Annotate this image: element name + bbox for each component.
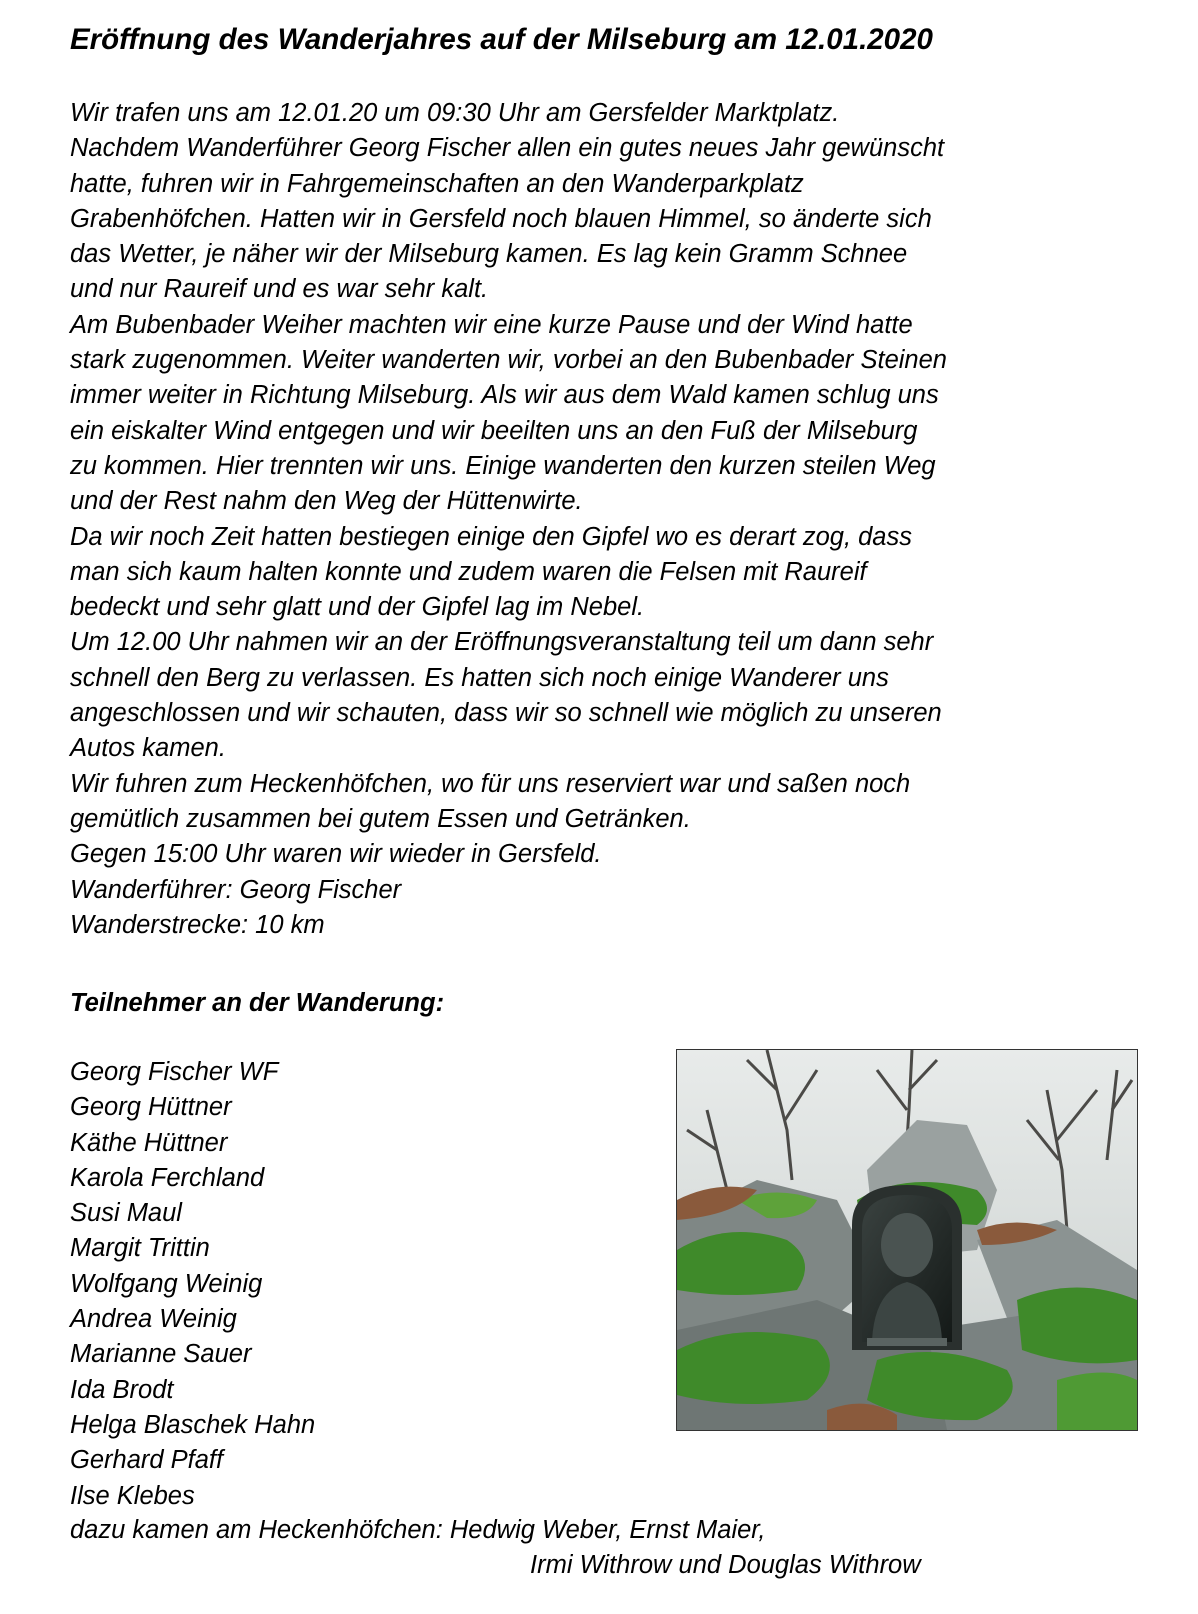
- report-line: Um 12.00 Uhr nahmen wir an der Eröffnungsveranstaltung teil um dann sehr: [70, 628, 934, 657]
- participant-name: Käthe Hüttner: [70, 1128, 228, 1157]
- report-line: man sich kaum halten konnte und zudem waren die Felsen mit Raureif: [70, 557, 867, 586]
- participant-name: Karola Ferchland: [70, 1163, 265, 1192]
- additional-participants-line-1: dazu kamen am Heckenhöfchen: Hedwig Weber, Ernst Maier,: [70, 1516, 766, 1544]
- report-text: [70, 96, 1180, 943]
- report-line: angeschlossen und wir schauten, dass wir so schnell wie möglich zu unseren: [70, 699, 942, 728]
- participant-name: Susi Maul: [70, 1199, 182, 1228]
- participant-name: Helga Blaschek Hahn: [70, 1410, 316, 1439]
- participants-heading: Teilnehmer an der Wanderung:: [70, 989, 445, 1017]
- report-line: hatte, fuhren wir in Fahrgemeinschaften an den Wanderparkplatz: [70, 169, 804, 198]
- participant-name: Andrea Weinig: [70, 1305, 237, 1334]
- report-line: und nur Raureif und es war sehr kalt.: [70, 275, 489, 304]
- participant-name: Ida Brodt: [70, 1375, 174, 1404]
- participant-name: Wolfgang Weinig: [70, 1269, 263, 1298]
- report-line: bedeckt und sehr glatt und der Gipfel lag im Nebel.: [70, 593, 645, 622]
- report-line: Wir fuhren zum Heckenhöfchen, wo für uns reserviert war und saßen noch: [70, 769, 911, 798]
- report-line: zu kommen. Hier trennten wir uns. Einige wanderten den kurzen steilen Weg: [70, 451, 936, 480]
- report-line: Nachdem Wanderführer Georg Fischer allen ein gutes neues Jahr gewünscht: [70, 134, 945, 163]
- report-line: schnell den Berg zu verlassen. Es hatten sich noch einige Wanderer uns: [70, 663, 889, 692]
- additional-participants-line-2: Irmi Withrow und Douglas Withrow: [530, 1551, 921, 1579]
- participant-name: Marianne Sauer: [70, 1340, 252, 1369]
- participants-list: [70, 1055, 315, 1514]
- report-line: Grabenhöfchen. Hatten wir in Gersfeld noch blauen Himmel, so änderte sich: [70, 204, 932, 233]
- report-line: Wir trafen uns am 12.01.20 um 09:30 Uhr am Gersfelder Marktplatz.: [70, 99, 840, 127]
- report-line: das Wetter, je näher wir der Milseburg kamen. Es lag kein Gramm Schnee: [70, 240, 908, 269]
- report-line: Wanderführer: Georg Fischer: [70, 875, 402, 904]
- participant-name: Ilse Klebes: [70, 1481, 195, 1510]
- page-title: Eröffnung des Wanderjahres auf der Milseburg am 12.01.2020: [70, 23, 933, 56]
- report-line: Am Bubenbader Weiher machten wir eine kurze Pause und der Wind hatte: [70, 310, 913, 339]
- report-line: gemütlich zusammen bei gutem Essen und Getränken.: [70, 804, 691, 833]
- memorial-photo: [676, 1049, 1138, 1431]
- report-line: und der Rest nahm den Weg der Hüttenwirte.: [70, 487, 583, 516]
- report-line: Da wir noch Zeit hatten bestiegen einige den Gipfel wo es derart zog, dass: [70, 522, 912, 551]
- participant-name: Margit Trittin: [70, 1234, 210, 1263]
- memorial-plaque: [852, 1185, 962, 1350]
- memorial-photo-illustration: [677, 1050, 1137, 1430]
- report-line: Wanderstrecke: 10 km: [70, 910, 325, 939]
- participant-name: Georg Fischer WF: [70, 1058, 279, 1086]
- participant-name: Gerhard Pfaff: [70, 1446, 224, 1475]
- report-line: stark zugenommen. Weiter wanderten wir, vorbei an den Bubenbader Steinen: [70, 346, 947, 375]
- report-line: Gegen 15:00 Uhr waren wir wieder in Gersfeld.: [70, 840, 602, 869]
- participant-name: Georg Hüttner: [70, 1093, 232, 1122]
- report-line: immer weiter in Richtung Milseburg. Als wir aus dem Wald kamen schlug uns: [70, 381, 939, 410]
- report-line: ein eiskalter Wind entgegen und wir beeilten uns an den Fuß der Milseburg: [70, 416, 918, 445]
- report-line: Autos kamen.: [70, 734, 226, 763]
